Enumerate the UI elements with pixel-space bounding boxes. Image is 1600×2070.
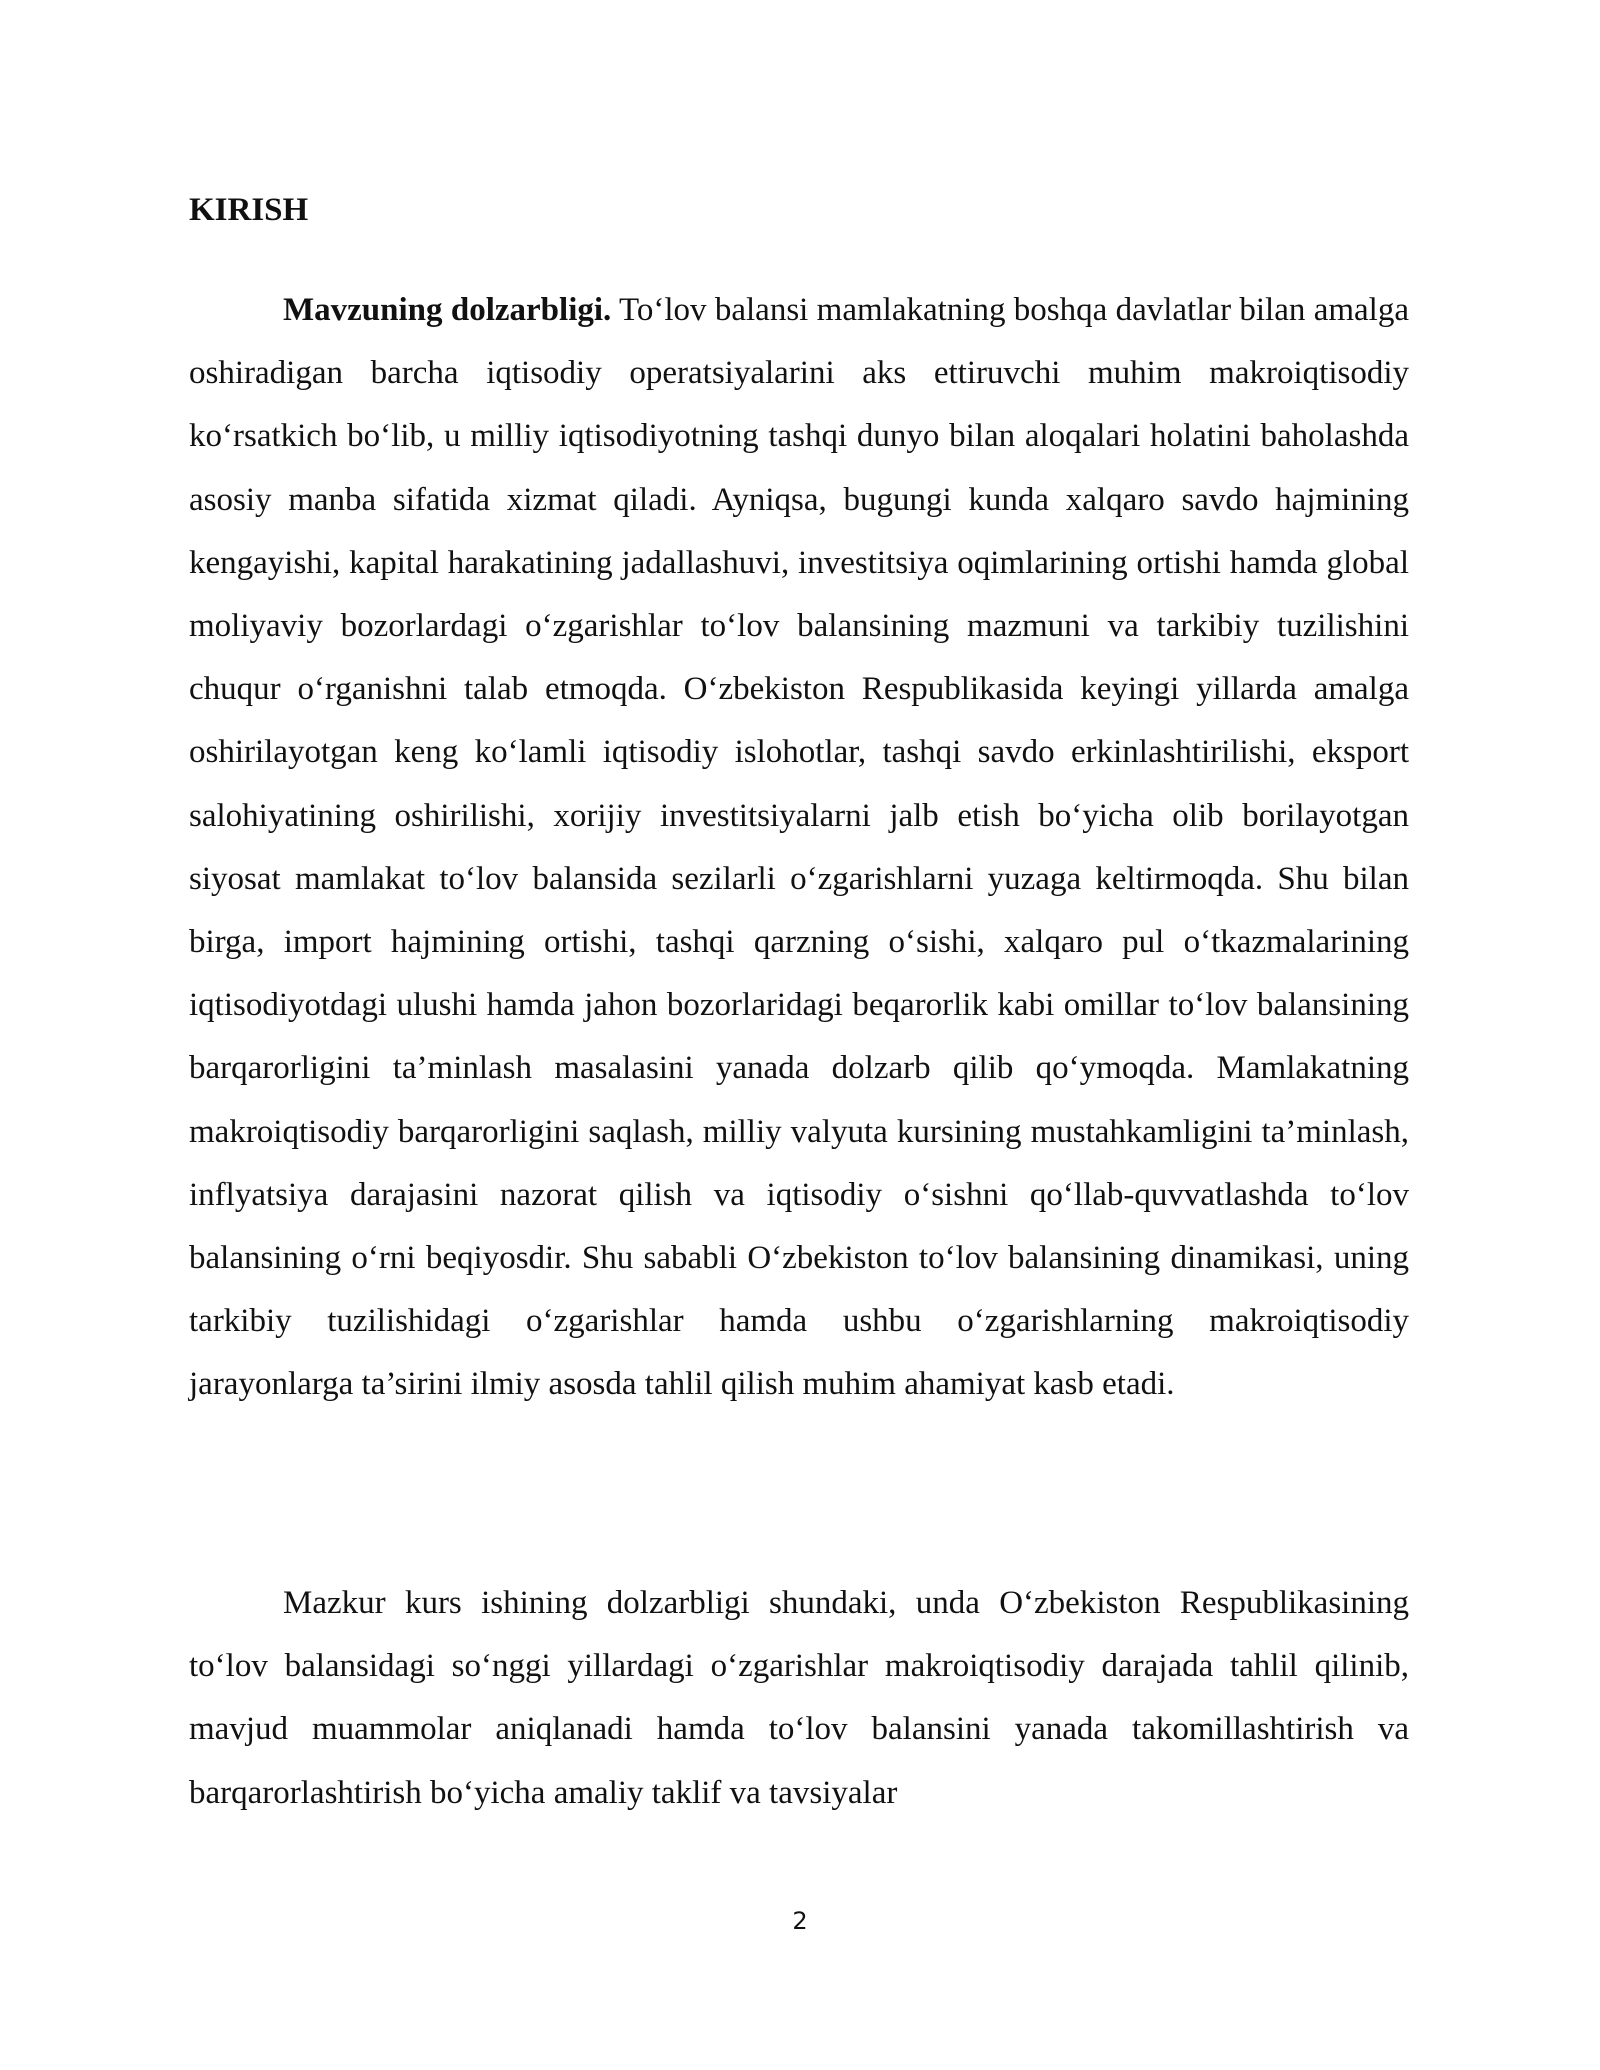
paragraph-text: To‘lov balansi mamlakatning boshqa davlatlar bilan amalga oshiradigan barcha iqtisodiy operatsiyalarini aks ettiruvchi muhim makroiqtisodiy ko‘rsatkich bo‘lib, u milliy iqtisodiyotning tashqi dunyo bilan aloqalari holatini baholashda asosiy manba sifatida xizmat qiladi. Ayniqsa, bugungi kunda xalqaro savdo hajmining kengayishi, kapital harakatining jadallashuvi, investitsiya oqimlarining ortishi hamda global moliyaviy bozorlardagi o‘zgarishlar to‘lov balansining mazmuni va tarkibiy tuzilishini chuqur o‘rganishni talab etmoqda. O‘zbekiston Respublikasida keyingi yillarda amalga oshirilayotgan keng ko‘lamli iqtisodiy islohotlar, tashqi savdo erkinlashtirilishi, eksport salohiyatining oshirilishi, xorijiy investitsiyalarni jalb etish bo‘yicha olib borilayotgan siyosat mamlakat to‘lov balansida sezilarli o‘zgarishlarni yuzaga keltirmoqda. Shu bilan birga, import hajmining ortishi, tashqi qarzning o‘sishi, xalqaro pul o‘tkazmalarining iqtisodiyotdagi ulushi hamda jahon bozorlaridagi beqarorlik kabi omillar to‘lov balansining barqarorligini ta’minlash masalasini yanada dolzarb qilib qo‘ymoqda. Mamlakatning makroiqtisodiy barqarorligini saqlash, milliy valyuta kursining mustahkamligini ta’minlash, inflyatsiya darajasini nazorat qilish va iqtisodiy o‘sishni qo‘llab-quvvatlashda to‘lov balansining o‘rni beqiyosdir. Shu sababli O‘zbekiston to‘lov balansining dinamikasi, uning tarkibiy tuzilishidagi o‘zgarishlar hamda ushbu o‘zgarishlarning makroiqtisodiy jarayonlarga ta’sirini ilmiy asosda tahlil qilish muhim ahamiyat kasb etadi. — [189, 292, 1409, 1403]
paragraph-course-work — [189, 1572, 1409, 1825]
paragraph-text: Mazkur kurs ishining dolzarbligi shundaki, unda O‘zbekiston Respublikasining to‘lov balansidagi so‘nggi yillardagi o‘zgarishlar makroiqtisodiy darajada tahlil qilinib, mavjud muammolar aniqlanadi hamda to‘lov balansini yanada takomillashtirish va barqarorlashtirish bo‘yicha amaliy taklif va tavsiyalar — [189, 1585, 1409, 1811]
paragraph-lead: Mavzuning dolzarbligi. — [283, 292, 612, 328]
paragraph-relevance — [189, 279, 1409, 1417]
page-number: 2 — [792, 1907, 808, 1935]
section-heading: KIRISH — [189, 192, 309, 228]
